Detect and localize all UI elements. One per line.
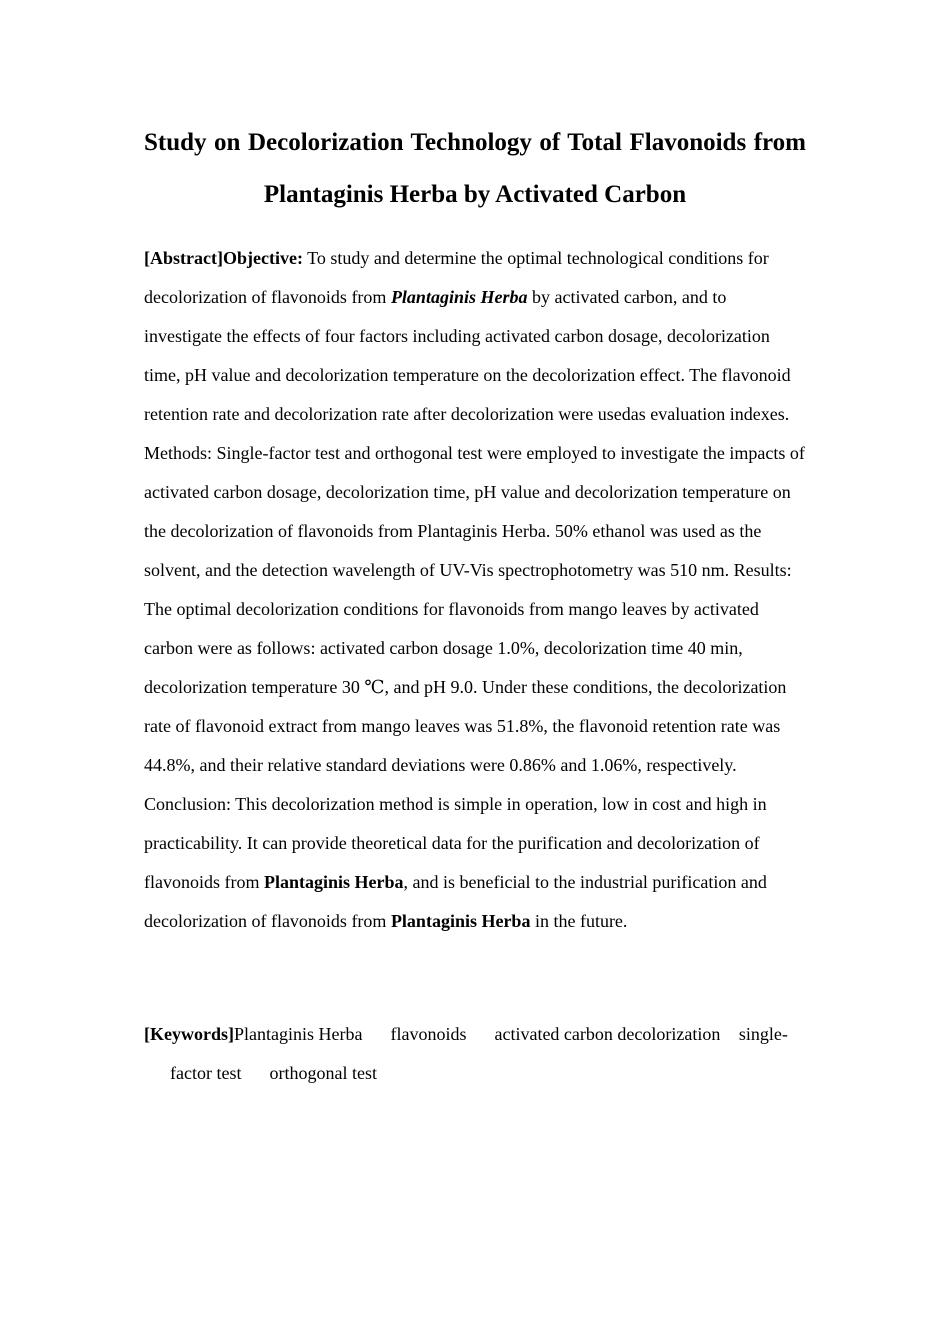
title-line-2: Plantaginis Herba by Activated Carbon <box>263 181 687 208</box>
keyword-item: flavonoids <box>390 1024 467 1044</box>
keyword-item: single-factor test <box>170 1024 788 1083</box>
keyword-item: activated carbon decolorization <box>494 1024 721 1044</box>
abstract-herb-italic: Plantaginis Herba <box>390 287 528 307</box>
abstract-herb-bold-1: Plantaginis Herba <box>263 872 404 892</box>
title-line-1: Study on Decolorization Technology of Total Flavonoids from <box>144 129 806 156</box>
keyword-item: Plantaginis Herba <box>233 1024 363 1044</box>
abstract-text-1: To study and determine the optimal technological conditions for decolorization of flavonoids from <box>144 248 769 307</box>
abstract-text-3: , and is beneficial to the industrial purification and decolorization of flavonoids from <box>144 872 767 931</box>
abstract-herb-bold-2: Plantaginis Herba <box>390 911 531 931</box>
keywords-paragraph <box>144 1015 806 1093</box>
paper-title <box>144 117 806 221</box>
abstract-label: [Abstract]Objective: <box>144 248 303 268</box>
abstract-paragraph <box>144 239 806 941</box>
keyword-item: orthogonal test <box>269 1063 377 1083</box>
abstract-text-2: by activated carbon, and to investigate the effects of four factors including activated carbon dosage, decolorization time, pH value and decolorization temperature on the decolorization effect. The flavonoid retention rate and decolorization rate after decolorization were usedas evaluation indexes. Methods: Single-factor test and orthogonal test were employed to investigate the impacts of activated carbon dosage, decolorization time, pH value and decolorization temperature on the decolorization of flavonoids from Plantaginis Herba. 50% ethanol was used as the solvent, and the detection wavelength of UV-Vis spectrophotometry was 510 nm. Results: The optimal decolorization conditions for flavonoids from mango leaves by activated carbon were as follows: activated carbon dosage 1.0%, decolorization time 40 min, decolorization temperature 30 ℃, and pH 9.0. Under these conditions, the decolorization rate of flavonoid extract from mango leaves was 51.8%, the flavonoid retention rate was 44.8%, and their relative standard deviations were 0.86% and 1.06%, respectively. Conclusion: This decolorization method is simple in operation, low in cost and high in practicability. It can provide theoretical data for the purification and decolorization of flavonoids from <box>144 287 805 892</box>
abstract-text-4: in the future. <box>530 911 628 931</box>
keywords-label: [Keywords] <box>144 1024 234 1044</box>
